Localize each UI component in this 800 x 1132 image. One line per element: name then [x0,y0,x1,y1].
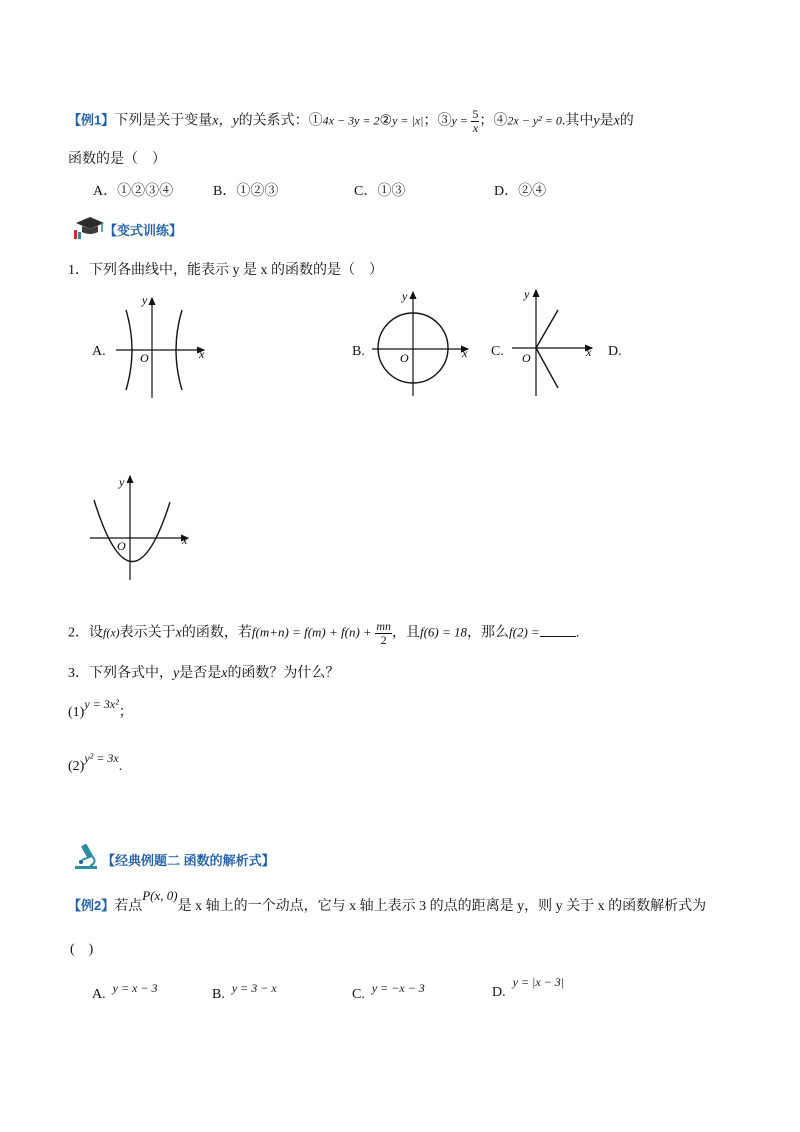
q3-stem: 3．下列各式中，y是否是x的函数？为什么？ [68,666,340,681]
example2-option-d: D. y = |x − 3| [492,975,565,1000]
example2-line2: ( ) [70,942,94,957]
q1-option-c-label: C. [491,344,504,359]
variant-training-heading: 【变式训练】 [104,223,183,238]
q1-graph-b-y-label: y [402,289,408,303]
q1-graph-d-x-label: x [182,533,188,547]
q1-graph-b [368,286,478,398]
q1-graph-c-origin: O [522,351,531,365]
example1-rel3-fraction: $\frac{5}{x}$ [472,107,479,135]
q1-graph-d-origin: O [117,539,126,553]
q1-graph-a [108,290,218,400]
graduation-cap-icon [72,214,108,240]
q1-graph-c-y-label: y [524,287,530,301]
example1-tag: 【例1】 [68,112,115,128]
q1-option-d-label: D. [608,344,622,359]
example1-line1: 【例1】下列是关于变量x，y的关系式：①4x − 3y = 2②y = |x|；③y = $\frac{5}{x}$ ；④2x − y² = 0.其中y是x的 [68,107,634,135]
q1-graph-a-origin: O [140,351,149,365]
q2-line: 2．设f(x)表示关于x的函数，若f(m+n) = f(m) + f(n) + $\frac{mn}{2}$ ，且f(6) = 18，那么f(2) = . [68,619,580,647]
example2-line1: 【例2】若点P(x, 0)是 x 轴上的一个动点，它与 x 轴上表示 3 的点的距离是 y，则 y 关于 x 的函数解析式为 [68,888,707,914]
example2-option-b: B. y = 3 − x [212,981,277,1002]
q1-graph-c-x-label: x [586,345,592,359]
q2-answer-blank [540,624,576,637]
q1-stem: 1．下列各曲线中，能表示 y 是 x 的函数的是（ ） [68,263,383,278]
example2-option-c: C. y = −x − 3 [352,981,425,1002]
example2-tag: 【例2】 [68,898,115,913]
example1-option-c: C．①③ [354,184,406,199]
section2-heading: 【经典例题二 函数的解析式】 [102,853,275,868]
microscope-icon [72,842,102,870]
q1-graph-d-y-label: y [119,475,125,489]
q1-graph-d [86,472,196,582]
q1-graph-b-origin: O [400,351,409,365]
example1-option-d: D．②④ [494,184,547,199]
example2-option-a: A. y = x − 3 [92,981,158,1002]
q1-graph-b-x-label: x [462,346,468,360]
q3-part1: (1)y = 3x²； [68,697,133,720]
q1-option-a-label: A. [92,344,106,359]
example1-option-b: B．①②③ [213,184,279,199]
example1-option-a: A．①②③④ [93,184,174,199]
q1-option-b-label: B. [352,344,365,359]
q1-graph-a-x-label: x [199,347,205,361]
example1-line2: 函数的是（ ） [68,152,166,167]
q1-graph-a-y-label: y [142,293,148,307]
q3-part2: (2)y² = 3x. [68,751,123,774]
q2-fraction: $\frac{mn}{2}$ [376,619,391,647]
q1-graph-c [508,284,598,398]
